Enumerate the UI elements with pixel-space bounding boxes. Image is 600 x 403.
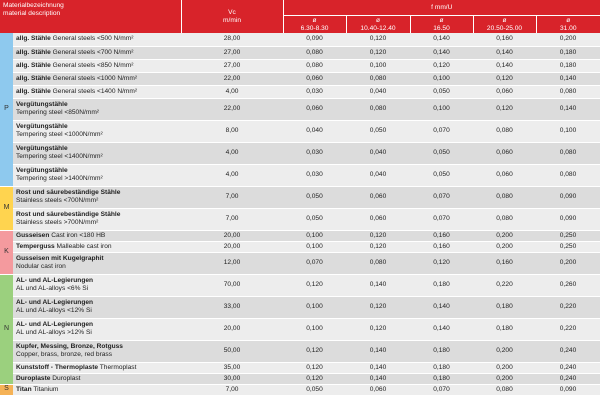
- vc-value: 4,00: [181, 164, 283, 186]
- vc-value: 22,00: [181, 72, 283, 85]
- material-line: [16, 232, 181, 240]
- material-name: [13, 208, 181, 230]
- material-name-en: Thermoplast: [98, 363, 137, 371]
- material-group-k: K: [0, 230, 13, 274]
- feed-value: 0,220: [473, 274, 536, 296]
- material-name-de: Duroplaste: [16, 374, 51, 382]
- diameter-symbol: ø: [376, 16, 381, 24]
- material-name-de: allg. Stähle: [16, 87, 51, 95]
- feed-value: 0,120: [283, 340, 346, 362]
- material-name: [13, 296, 181, 318]
- feed-value: 0,200: [473, 340, 536, 362]
- feed-value: 0,160: [473, 252, 536, 274]
- table-row: [0, 318, 600, 340]
- feed-value: 0,160: [410, 230, 473, 241]
- feed-value: 0,140: [536, 72, 600, 85]
- material-name: [13, 85, 181, 98]
- material-line: [16, 299, 181, 307]
- material-name-de: Rost und säurebeständige Stähle: [16, 211, 121, 219]
- material-name-en: Cast iron <180 HB: [49, 231, 106, 239]
- vc-value: 4,00: [181, 85, 283, 98]
- table-row: [0, 373, 600, 384]
- feed-value: 0,180: [410, 362, 473, 373]
- material-line: [16, 153, 181, 161]
- feed-value: 0,140: [536, 98, 600, 120]
- material-group-p: P: [0, 33, 13, 186]
- feed-value: 0,060: [473, 85, 536, 98]
- material-line: [16, 351, 181, 359]
- vc-value: 30,00: [181, 373, 283, 384]
- material-name: [13, 318, 181, 340]
- vc-value: 20,00: [181, 241, 283, 252]
- feed-value: 0,180: [473, 318, 536, 340]
- table-row: [0, 340, 600, 362]
- feed-value: 0,100: [536, 120, 600, 142]
- feed-value: 0,200: [473, 373, 536, 384]
- material-name: [13, 46, 181, 59]
- feed-value: 0,200: [473, 230, 536, 241]
- material-name-de: Kunststoff - Thermoplaste: [16, 363, 99, 371]
- material-name: [13, 98, 181, 120]
- material-title: Materialbezeichnung: [3, 2, 64, 9]
- feed-value: 0,180: [410, 274, 473, 296]
- feed-value: 0,080: [346, 252, 410, 274]
- material-line: [16, 167, 181, 175]
- material-name-en: Copper, brass, bronze, red brass: [16, 351, 113, 358]
- vc-title: Vc: [228, 8, 236, 16]
- table-row: [0, 274, 600, 296]
- feed-value: 0,100: [283, 318, 346, 340]
- feed-value: 0,120: [473, 72, 536, 85]
- material-line: [16, 219, 181, 227]
- material-name-en: General steels <1000 N/mm²: [50, 74, 138, 82]
- feed-value: 0,080: [473, 120, 536, 142]
- feed-value: 0,080: [536, 164, 600, 186]
- material-line: [16, 307, 181, 315]
- material-name-de: Titan: [16, 385, 32, 393]
- material-name-en: Tempering steel >1400N/mm²: [16, 175, 103, 182]
- feed-value: 0,080: [346, 72, 410, 85]
- vc-value: 20,00: [181, 230, 283, 241]
- material-line: [16, 285, 181, 293]
- feed-value: 0,140: [346, 340, 410, 362]
- feed-value: 0,060: [283, 72, 346, 85]
- vc-value: 4,00: [181, 142, 283, 164]
- diameter-value: 31.00: [560, 24, 577, 32]
- feed-value: 0,050: [283, 384, 346, 395]
- feed-value: 0,080: [473, 208, 536, 230]
- feed-value: 0,140: [410, 318, 473, 340]
- material-line: [16, 277, 181, 285]
- material-name-en: Tempering steel <1000N/mm²: [16, 131, 103, 138]
- table-row: [0, 362, 600, 373]
- material-name-de: AL- und AL-Legierungen: [16, 321, 94, 329]
- feed-value: 0,200: [473, 362, 536, 373]
- table-row: [0, 208, 600, 230]
- feed-value: 0,250: [536, 241, 600, 252]
- feed-value: 0,120: [473, 98, 536, 120]
- material-name-de: allg. Stähle: [16, 48, 51, 56]
- material-name-de: Gusseisen: [16, 231, 50, 239]
- diameter-value: 6.30-8.30: [300, 24, 329, 32]
- feed-value: 0,240: [536, 340, 600, 362]
- material-line: [16, 88, 181, 96]
- feed-value: 0,040: [346, 85, 410, 98]
- feed-value: 0,180: [410, 373, 473, 384]
- material-name: [13, 186, 181, 208]
- table-row: [0, 241, 600, 252]
- diameter-value: 20.50-25.00: [486, 24, 523, 32]
- vc-value: 28,00: [181, 33, 283, 46]
- feed-value: 0,120: [283, 362, 346, 373]
- feed-value: 0,060: [346, 384, 410, 395]
- material-name-de: AL- und AL-Legierungen: [16, 299, 94, 307]
- material-name: [13, 33, 181, 46]
- material-line: [16, 49, 181, 57]
- table-row: [0, 296, 600, 318]
- feed-value: 0,260: [536, 274, 600, 296]
- material-line: [16, 386, 181, 394]
- material-name-en: General steels <500 N/mm²: [50, 35, 134, 43]
- vc-value: 50,00: [181, 340, 283, 362]
- vc-value: 22,00: [181, 98, 283, 120]
- feed-value: 0,120: [346, 230, 410, 241]
- feed-value: 0,100: [283, 296, 346, 318]
- diameter-header-2: [410, 16, 473, 34]
- material-name-en: AL und AL-alloys <12% Si: [16, 307, 92, 314]
- feed-value: 0,140: [410, 46, 473, 59]
- feed-value: 0,140: [346, 274, 410, 296]
- material-name: [13, 230, 181, 241]
- diameter-header-1: [346, 16, 410, 34]
- feed-value: 0,180: [536, 59, 600, 72]
- material-name-de: Vergütungstähle: [16, 167, 68, 175]
- diameter-header-3: [473, 16, 536, 34]
- table-row: [0, 98, 600, 120]
- material-group-n: N: [0, 274, 13, 384]
- feed-value: 0,030: [283, 85, 346, 98]
- feed-value: 0,120: [410, 252, 473, 274]
- table-body: [0, 33, 600, 395]
- feed-value: 0,220: [536, 318, 600, 340]
- material-name-en: Stainless steels <700N/mm²: [16, 197, 99, 204]
- feed-value: 0,240: [536, 362, 600, 373]
- vc-value: 8,00: [181, 120, 283, 142]
- feed-value: 0,050: [410, 142, 473, 164]
- vc-unit: m/min: [223, 16, 241, 24]
- vc-column-header: [181, 0, 283, 33]
- feed-value: 0,070: [283, 252, 346, 274]
- diameter-value: 10.40-12.40: [360, 24, 396, 32]
- material-line: [16, 375, 181, 383]
- diameter-header-4: [536, 16, 600, 34]
- feed-value: 0,240: [536, 373, 600, 384]
- feed-value: 0,060: [473, 142, 536, 164]
- material-name-en: AL und AL-alloys <6% Si: [16, 285, 89, 292]
- feed-value: 0,120: [283, 274, 346, 296]
- feed-value: 0,090: [536, 186, 600, 208]
- material-name-de: allg. Stähle: [16, 35, 51, 43]
- material-name-de: Gusseisen mit Kugelgraphit: [16, 255, 104, 263]
- feed-value: 0,100: [346, 59, 410, 72]
- feed-value: 0,080: [536, 142, 600, 164]
- feed-value: 0,100: [410, 72, 473, 85]
- material-name-en: Titanium: [31, 385, 59, 393]
- feed-value: 0,080: [346, 98, 410, 120]
- material-name: [13, 252, 181, 274]
- feed-value: 0,050: [283, 208, 346, 230]
- material-name: [13, 164, 181, 186]
- feed-value: 0,070: [410, 384, 473, 395]
- material-name: [13, 362, 181, 373]
- material-name-de: Rost und säurebeständige Stähle: [16, 189, 121, 197]
- material-line: [16, 123, 181, 131]
- table-row: [0, 120, 600, 142]
- feed-value: 0,120: [346, 318, 410, 340]
- feed-value: 0,120: [346, 33, 410, 46]
- table-row: [0, 384, 600, 395]
- material-name-en: Duroplast: [50, 374, 81, 382]
- material-name: [13, 72, 181, 85]
- feed-value: 0,080: [283, 46, 346, 59]
- feed-value: 0,120: [346, 241, 410, 252]
- feed-value: 0,180: [536, 46, 600, 59]
- vc-value: 20,00: [181, 318, 283, 340]
- diameter-header-0: [283, 16, 346, 34]
- feed-value: 0,140: [410, 33, 473, 46]
- material-name: [13, 59, 181, 72]
- feed-column-header: f mm/U: [283, 0, 600, 16]
- diameter-symbol: ø: [566, 16, 571, 24]
- table-row: [0, 33, 600, 46]
- table-row: [0, 142, 600, 164]
- table-row: [0, 46, 600, 59]
- material-name: [13, 384, 181, 395]
- material-name: [13, 241, 181, 252]
- material-name-en: Tempering steel <1400N/mm²: [16, 153, 103, 160]
- feed-value: 0,030: [283, 164, 346, 186]
- table-row: [0, 85, 600, 98]
- vc-value: 7,00: [181, 384, 283, 395]
- material-line: [16, 343, 181, 351]
- feed-value: 0,090: [536, 208, 600, 230]
- feed-value: 0,050: [410, 164, 473, 186]
- material-name: [13, 142, 181, 164]
- material-name-de: Vergütungstähle: [16, 101, 68, 109]
- material-name-de: AL- und AL-Legierungen: [16, 277, 94, 285]
- vc-value: 27,00: [181, 46, 283, 59]
- material-line: [16, 109, 181, 117]
- material-line: [16, 175, 181, 183]
- feed-value: 0,030: [283, 142, 346, 164]
- material-group-s: S: [0, 384, 13, 395]
- feed-value: 0,100: [283, 230, 346, 241]
- feed-value: 0,090: [536, 384, 600, 395]
- vc-value: 12,00: [181, 252, 283, 274]
- material-name: [13, 373, 181, 384]
- material-name: [13, 274, 181, 296]
- material-name-en: General steels <700 N/mm²: [50, 48, 134, 56]
- material-name-de: Temperguss: [16, 242, 55, 250]
- feed-value: 0,060: [346, 186, 410, 208]
- material-line: [16, 255, 181, 263]
- feed-value: 0,140: [346, 373, 410, 384]
- vc-value: 7,00: [181, 208, 283, 230]
- feed-value: 0,200: [473, 241, 536, 252]
- feed-value: 0,140: [346, 362, 410, 373]
- material-line: [16, 211, 181, 219]
- material-line: [16, 364, 181, 372]
- material-line: [16, 75, 181, 83]
- feed-value: 0,050: [346, 120, 410, 142]
- material-subtitle: material description: [3, 9, 61, 17]
- feed-value: 0,100: [410, 98, 473, 120]
- feed-value: 0,180: [473, 296, 536, 318]
- material-name: [13, 340, 181, 362]
- feed-value: 0,140: [473, 46, 536, 59]
- material-name-en: Nodular cast iron: [16, 263, 66, 270]
- feed-value: 0,200: [536, 252, 600, 274]
- material-name-en: Tempering steel <850N/mm²: [16, 109, 100, 116]
- material-name-en: Malleable cast iron: [54, 242, 112, 250]
- diameter-symbol: ø: [502, 16, 507, 24]
- feed-value: 0,080: [536, 85, 600, 98]
- table-header: [0, 0, 600, 33]
- material-line: [16, 101, 181, 109]
- diameter-value: 16.50: [433, 24, 450, 32]
- material-line: [16, 145, 181, 153]
- diameter-symbol: ø: [312, 16, 317, 24]
- feed-value: 0,080: [473, 384, 536, 395]
- material-line: [16, 263, 181, 271]
- feed-value: 0,120: [346, 296, 410, 318]
- material-line: [16, 321, 181, 329]
- table-row: [0, 230, 600, 241]
- material-name-en: General steels <1400 N/mm²: [50, 87, 138, 95]
- vc-value: 7,00: [181, 186, 283, 208]
- table-row: [0, 252, 600, 274]
- table-row: [0, 59, 600, 72]
- feed-value: 0,120: [346, 46, 410, 59]
- feed-value: 0,080: [473, 186, 536, 208]
- material-name-de: Vergütungstähle: [16, 123, 68, 131]
- vc-value: 70,00: [181, 274, 283, 296]
- material-column-header: [0, 0, 181, 33]
- feed-value: 0,070: [410, 208, 473, 230]
- material-line: [16, 197, 181, 205]
- feed-value: 0,050: [283, 186, 346, 208]
- material-line: [16, 243, 181, 251]
- feed-value: 0,200: [536, 33, 600, 46]
- feed-value: 0,090: [283, 33, 346, 46]
- feed-value: 0,140: [410, 296, 473, 318]
- feed-value: 0,100: [283, 241, 346, 252]
- material-line: [16, 329, 181, 337]
- feed-value: 0,080: [283, 59, 346, 72]
- material-name-en: AL und AL-alloys >12% Si: [16, 329, 92, 336]
- feed-value: 0,120: [283, 373, 346, 384]
- feed-value: 0,070: [410, 186, 473, 208]
- feed-value: 0,070: [410, 120, 473, 142]
- material-name-en: Stainless steels >700N/mm²: [16, 219, 99, 226]
- feed-value: 0,060: [473, 164, 536, 186]
- material-name-de: Kupfer, Messing, Bronze, Rotguss: [16, 343, 123, 351]
- material-line: [16, 62, 181, 70]
- material-name-de: allg. Stähle: [16, 61, 51, 69]
- feed-value: 0,060: [346, 208, 410, 230]
- table-row: [0, 164, 600, 186]
- vc-value: 33,00: [181, 296, 283, 318]
- feed-value: 0,040: [283, 120, 346, 142]
- feed-value: 0,120: [410, 59, 473, 72]
- feed-value: 0,040: [346, 164, 410, 186]
- material-name-de: allg. Stähle: [16, 74, 51, 82]
- material-name-en: General steels <850 N/mm²: [50, 61, 134, 69]
- material-group-m: M: [0, 186, 13, 230]
- feed-value: 0,040: [346, 142, 410, 164]
- feed-value: 0,060: [283, 98, 346, 120]
- feed-value: 0,140: [473, 59, 536, 72]
- diameter-symbol: ø: [439, 16, 444, 24]
- feed-value: 0,250: [536, 230, 600, 241]
- feed-value: 0,160: [473, 33, 536, 46]
- table-row: [0, 186, 600, 208]
- material-line: [16, 189, 181, 197]
- material-line: [16, 131, 181, 139]
- feed-value: 0,220: [536, 296, 600, 318]
- material-line: [16, 35, 181, 43]
- material-name: [13, 120, 181, 142]
- feed-value: 0,160: [410, 241, 473, 252]
- material-name-de: Vergütungstähle: [16, 145, 68, 153]
- table-row: [0, 72, 600, 85]
- vc-value: 35,00: [181, 362, 283, 373]
- vc-value: 27,00: [181, 59, 283, 72]
- feed-value: 0,050: [410, 85, 473, 98]
- feed-value: 0,180: [410, 340, 473, 362]
